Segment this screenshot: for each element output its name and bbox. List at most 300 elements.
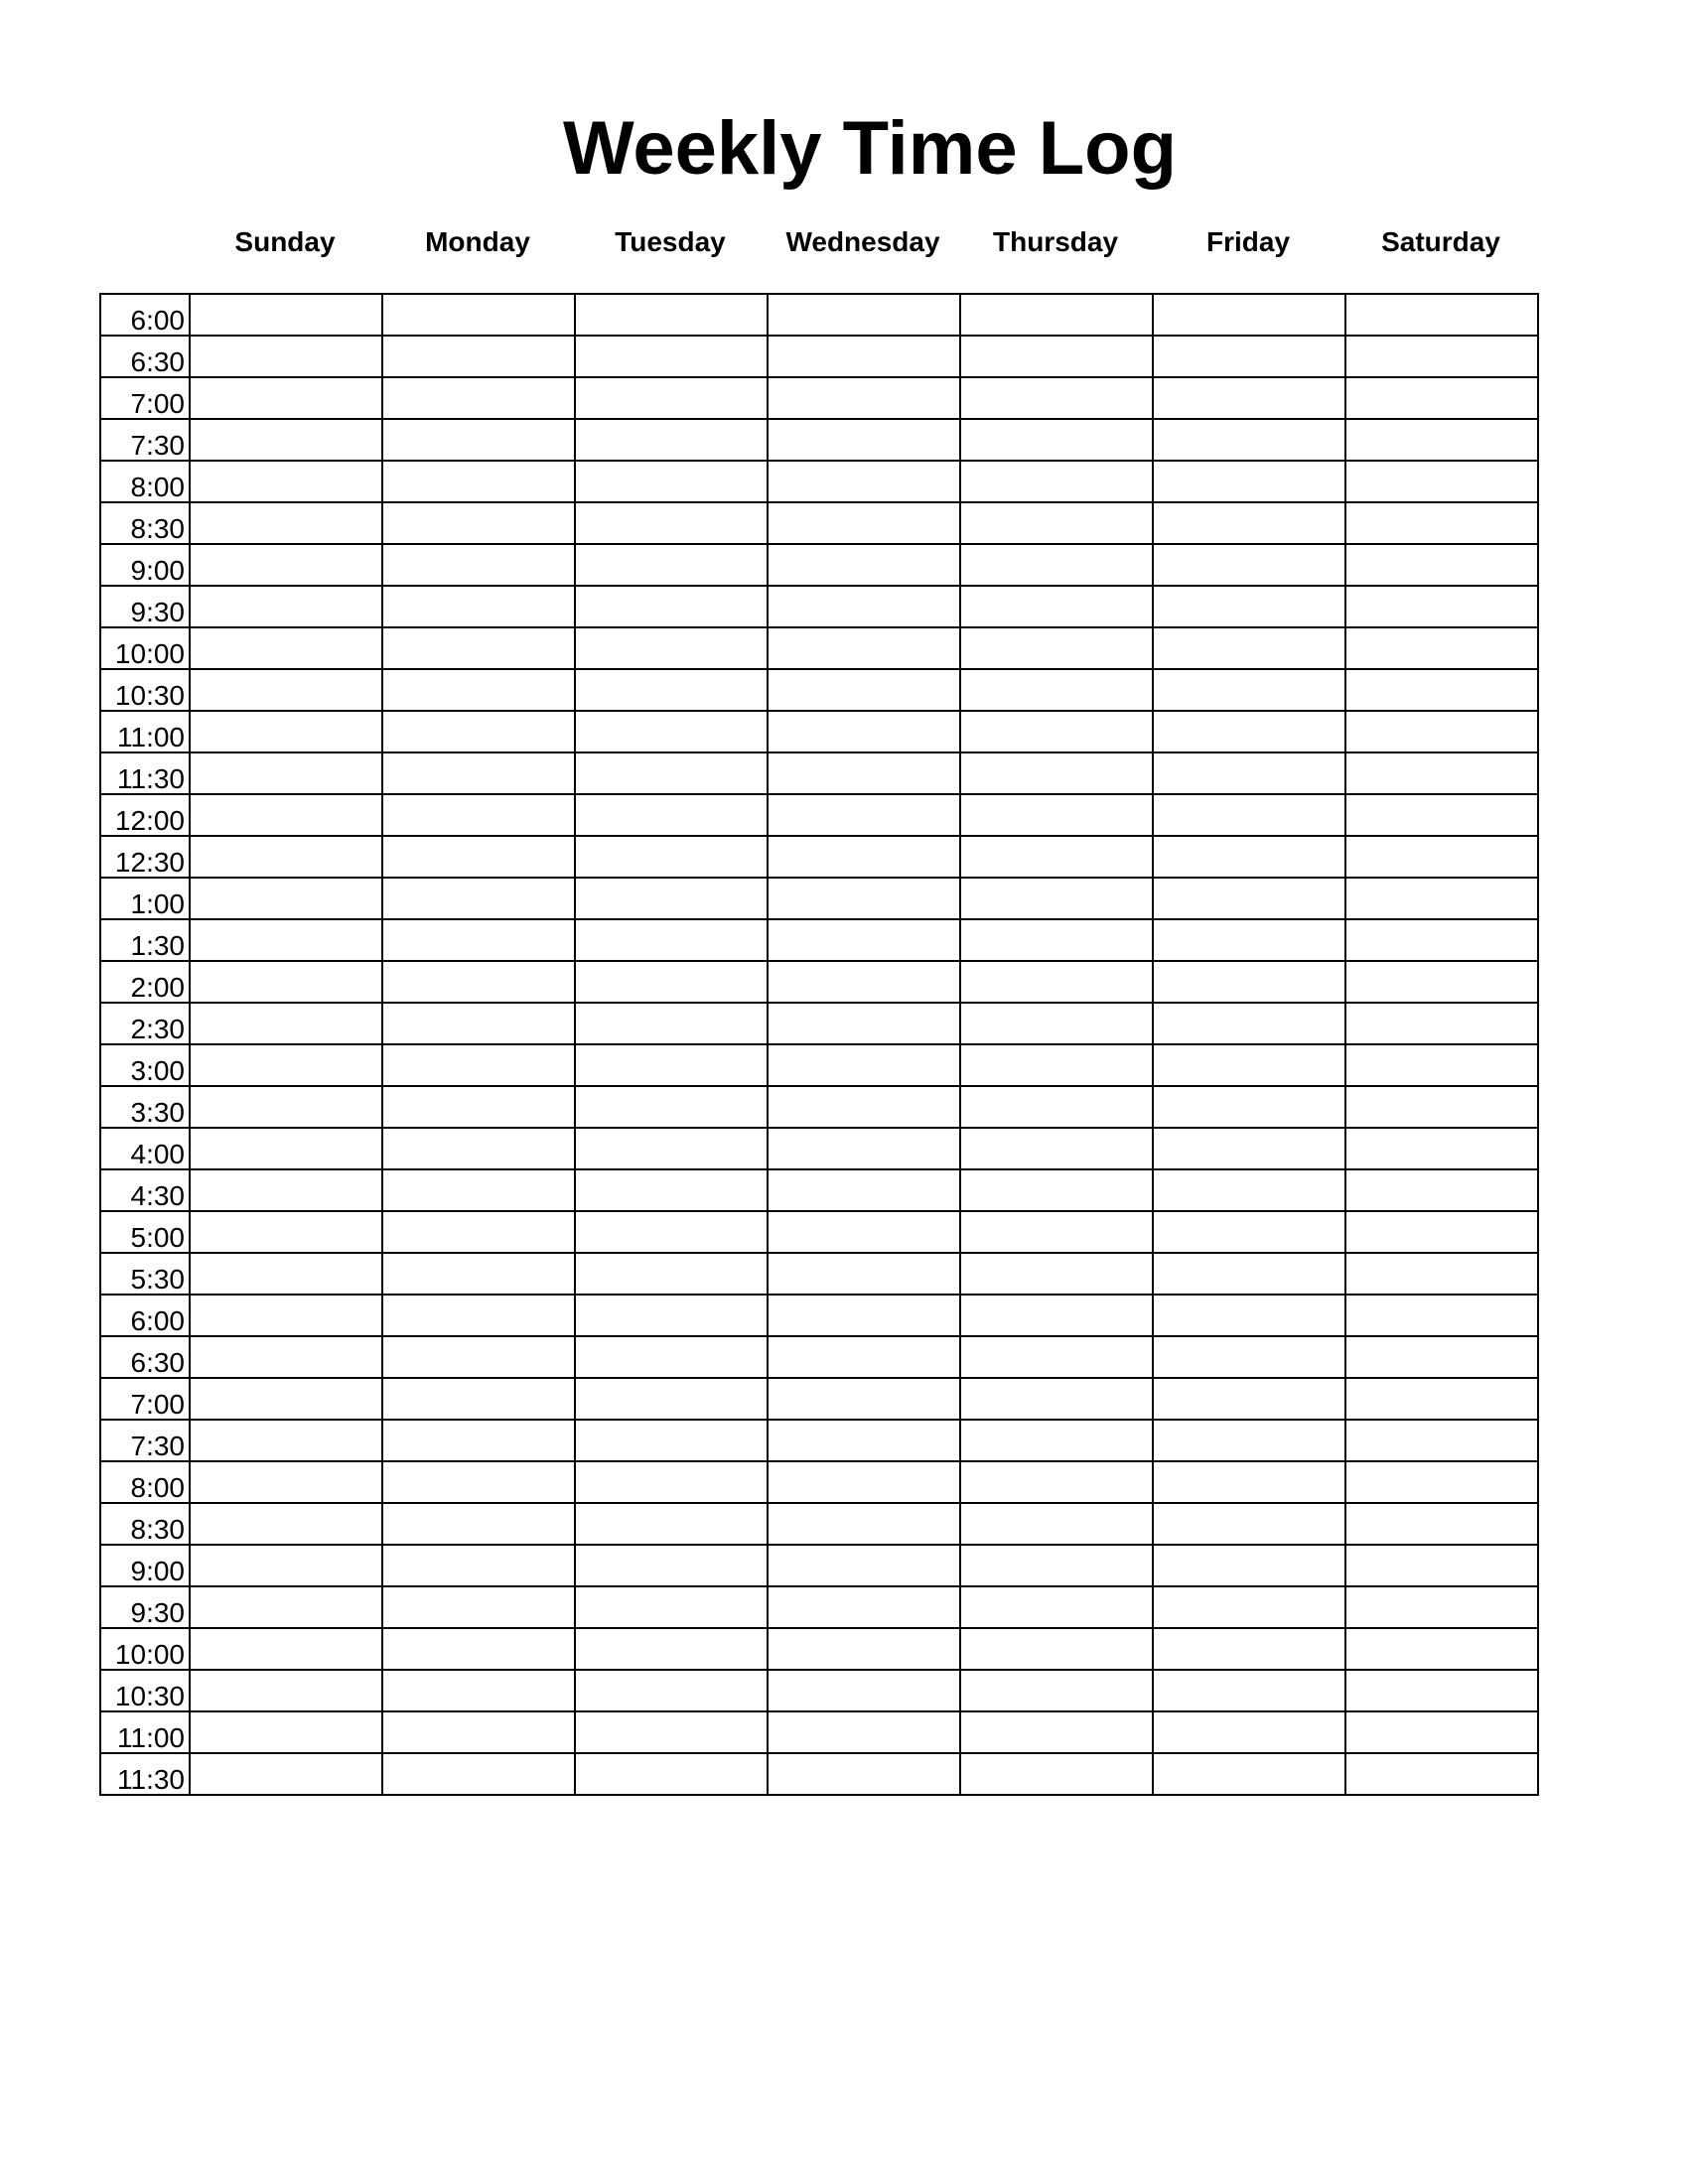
time-slot-thursday[interactable]	[960, 1586, 1153, 1628]
time-slot-tuesday[interactable]	[575, 1169, 768, 1211]
time-slot-wednesday[interactable]	[768, 586, 960, 627]
time-slot-wednesday[interactable]	[768, 794, 960, 836]
time-slot-monday[interactable]	[382, 1711, 575, 1753]
time-slot-monday[interactable]	[382, 711, 575, 752]
time-slot-sunday[interactable]	[190, 961, 382, 1003]
table-row	[100, 794, 1538, 836]
time-slot-friday[interactable]	[1153, 919, 1345, 961]
time-slot-saturday[interactable]	[1345, 669, 1538, 711]
time-slot-tuesday[interactable]	[575, 461, 768, 502]
time-slot-saturday[interactable]	[1345, 1128, 1538, 1169]
time-slot-monday[interactable]	[382, 586, 575, 627]
time-slot-tuesday[interactable]	[575, 1211, 768, 1253]
time-slot-sunday[interactable]	[190, 1378, 382, 1420]
time-slot-sunday[interactable]	[190, 1086, 382, 1128]
time-slot-thursday[interactable]	[960, 1044, 1153, 1086]
time-slot-friday[interactable]	[1153, 711, 1345, 752]
time-slot-sunday[interactable]	[190, 1420, 382, 1461]
time-slot-friday[interactable]	[1153, 1253, 1345, 1295]
day-header-thursday: Thursday	[992, 226, 1119, 257]
time-slot-saturday[interactable]	[1345, 1295, 1538, 1336]
time-label: 7:00	[100, 1378, 190, 1420]
time-slot-monday[interactable]	[382, 461, 575, 502]
time-slot-sunday[interactable]	[190, 1670, 382, 1711]
time-slot-thursday[interactable]	[960, 1169, 1153, 1211]
time-slot-thursday[interactable]	[960, 878, 1153, 919]
time-slot-saturday[interactable]	[1345, 1670, 1538, 1711]
time-slot-monday[interactable]	[382, 1503, 575, 1545]
time-slot-monday[interactable]	[382, 669, 575, 711]
time-slot-tuesday[interactable]	[575, 544, 768, 586]
time-slot-wednesday[interactable]	[768, 1753, 960, 1795]
time-slot-friday[interactable]	[1153, 1169, 1345, 1211]
time-slot-thursday[interactable]	[960, 1670, 1153, 1711]
time-slot-wednesday[interactable]	[768, 627, 960, 669]
time-slot-sunday[interactable]	[190, 1503, 382, 1545]
time-slot-monday[interactable]	[382, 294, 575, 336]
time-slot-monday[interactable]	[382, 377, 575, 419]
time-slot-sunday[interactable]	[190, 669, 382, 711]
time-slot-tuesday[interactable]	[575, 836, 768, 878]
time-label: 7:30	[100, 419, 190, 461]
time-slot-friday[interactable]	[1153, 419, 1345, 461]
time-slot-wednesday[interactable]	[768, 1628, 960, 1670]
time-slot-thursday[interactable]	[960, 1378, 1153, 1420]
time-slot-monday[interactable]	[382, 1753, 575, 1795]
time-slot-friday[interactable]	[1153, 1044, 1345, 1086]
time-slot-wednesday[interactable]	[768, 377, 960, 419]
time-slot-sunday[interactable]	[190, 1128, 382, 1169]
time-slot-tuesday[interactable]	[575, 1253, 768, 1295]
time-slot-tuesday[interactable]	[575, 502, 768, 544]
time-slot-sunday[interactable]	[190, 1295, 382, 1336]
time-slot-monday[interactable]	[382, 336, 575, 377]
time-slot-wednesday[interactable]	[768, 878, 960, 919]
time-label: 4:30	[100, 1169, 190, 1211]
time-slot-friday[interactable]	[1153, 1628, 1345, 1670]
time-slot-thursday[interactable]	[960, 1128, 1153, 1169]
time-slot-tuesday[interactable]	[575, 377, 768, 419]
time-slot-saturday[interactable]	[1345, 1628, 1538, 1670]
table-row	[100, 1086, 1538, 1128]
time-label: 6:30	[100, 1336, 190, 1378]
table-row	[100, 1169, 1538, 1211]
time-slot-wednesday[interactable]	[768, 1586, 960, 1628]
time-slot-wednesday[interactable]	[768, 1211, 960, 1253]
time-slot-monday[interactable]	[382, 1420, 575, 1461]
time-slot-friday[interactable]	[1153, 544, 1345, 586]
time-label: 10:00	[100, 627, 190, 669]
time-label: 1:30	[100, 919, 190, 961]
time-slot-friday[interactable]	[1153, 1128, 1345, 1169]
time-slot-wednesday[interactable]	[768, 961, 960, 1003]
time-slot-saturday[interactable]	[1345, 1253, 1538, 1295]
time-slot-wednesday[interactable]	[768, 711, 960, 752]
time-slot-saturday[interactable]	[1345, 1753, 1538, 1795]
table-row	[100, 544, 1538, 586]
time-slot-friday[interactable]	[1153, 1336, 1345, 1378]
time-slot-tuesday[interactable]	[575, 1711, 768, 1753]
time-slot-monday[interactable]	[382, 419, 575, 461]
time-slot-tuesday[interactable]	[575, 1753, 768, 1795]
time-slot-tuesday[interactable]	[575, 1503, 768, 1545]
time-slot-friday[interactable]	[1153, 961, 1345, 1003]
time-slot-saturday[interactable]	[1345, 794, 1538, 836]
time-slot-wednesday[interactable]	[768, 919, 960, 961]
time-slot-tuesday[interactable]	[575, 961, 768, 1003]
time-slot-sunday[interactable]	[190, 919, 382, 961]
time-slot-monday[interactable]	[382, 1461, 575, 1503]
time-label: 12:00	[100, 794, 190, 836]
time-slot-tuesday[interactable]	[575, 1086, 768, 1128]
time-slot-thursday[interactable]	[960, 544, 1153, 586]
time-slot-saturday[interactable]	[1345, 627, 1538, 669]
time-slot-tuesday[interactable]	[575, 294, 768, 336]
time-slot-friday[interactable]	[1153, 1295, 1345, 1336]
time-slot-sunday[interactable]	[190, 502, 382, 544]
time-slot-saturday[interactable]	[1345, 586, 1538, 627]
time-slot-thursday[interactable]	[960, 919, 1153, 961]
time-slot-sunday[interactable]	[190, 1586, 382, 1628]
time-slot-thursday[interactable]	[960, 1336, 1153, 1378]
time-slot-monday[interactable]	[382, 794, 575, 836]
time-slot-thursday[interactable]	[960, 627, 1153, 669]
time-slot-tuesday[interactable]	[575, 669, 768, 711]
time-slot-sunday[interactable]	[190, 836, 382, 878]
time-slot-tuesday[interactable]	[575, 419, 768, 461]
time-slot-saturday[interactable]	[1345, 294, 1538, 336]
time-slot-thursday[interactable]	[960, 294, 1153, 336]
table-row	[100, 1378, 1538, 1420]
time-slot-thursday[interactable]	[960, 1211, 1153, 1253]
table-row	[100, 1461, 1538, 1503]
time-slot-friday[interactable]	[1153, 1086, 1345, 1128]
time-slot-tuesday[interactable]	[575, 794, 768, 836]
table-row	[100, 1253, 1538, 1295]
time-slot-friday[interactable]	[1153, 1753, 1345, 1795]
time-slot-monday[interactable]	[382, 1044, 575, 1086]
table-row	[100, 461, 1538, 502]
time-slot-tuesday[interactable]	[575, 1545, 768, 1586]
time-slot-wednesday[interactable]	[768, 1295, 960, 1336]
time-slot-saturday[interactable]	[1345, 1044, 1538, 1086]
time-slot-monday[interactable]	[382, 1586, 575, 1628]
time-slot-monday[interactable]	[382, 1628, 575, 1670]
time-label: 2:30	[100, 1003, 190, 1044]
time-slot-tuesday[interactable]	[575, 1295, 768, 1336]
time-slot-friday[interactable]	[1153, 878, 1345, 919]
time-slot-tuesday[interactable]	[575, 1586, 768, 1628]
time-label: 11:00	[100, 1711, 190, 1753]
time-slot-wednesday[interactable]	[768, 461, 960, 502]
time-label: 8:00	[100, 461, 190, 502]
time-slot-tuesday[interactable]	[575, 1461, 768, 1503]
time-label: 8:00	[100, 1461, 190, 1503]
time-label: 9:30	[100, 1586, 190, 1628]
time-slot-wednesday[interactable]	[768, 1711, 960, 1753]
time-slot-saturday[interactable]	[1345, 1336, 1538, 1378]
time-label: 10:30	[100, 669, 190, 711]
time-slot-tuesday[interactable]	[575, 1670, 768, 1711]
time-slot-monday[interactable]	[382, 627, 575, 669]
time-label: 11:30	[100, 1753, 190, 1795]
table-row	[100, 919, 1538, 961]
time-slot-sunday[interactable]	[190, 377, 382, 419]
time-slot-monday[interactable]	[382, 1211, 575, 1253]
time-slot-saturday[interactable]	[1345, 544, 1538, 586]
time-slot-sunday[interactable]	[190, 794, 382, 836]
time-slot-monday[interactable]	[382, 1336, 575, 1378]
time-slot-sunday[interactable]	[190, 1628, 382, 1670]
time-slot-friday[interactable]	[1153, 1378, 1345, 1420]
time-slot-wednesday[interactable]	[768, 836, 960, 878]
time-slot-thursday[interactable]	[960, 502, 1153, 544]
table-row	[100, 377, 1538, 419]
time-label: 4:00	[100, 1128, 190, 1169]
time-slot-wednesday[interactable]	[768, 1503, 960, 1545]
time-slot-sunday[interactable]	[190, 294, 382, 336]
page-title: Weekly Time Log	[562, 106, 1178, 191]
time-slot-saturday[interactable]	[1345, 502, 1538, 544]
time-slot-sunday[interactable]	[190, 711, 382, 752]
table-row	[100, 752, 1538, 794]
time-slot-thursday[interactable]	[960, 836, 1153, 878]
time-slot-sunday[interactable]	[190, 586, 382, 627]
time-slot-saturday[interactable]	[1345, 711, 1538, 752]
time-slot-wednesday[interactable]	[768, 419, 960, 461]
time-slot-sunday[interactable]	[190, 1753, 382, 1795]
time-slot-thursday[interactable]	[960, 794, 1153, 836]
time-slot-wednesday[interactable]	[768, 294, 960, 336]
time-slot-thursday[interactable]	[960, 1420, 1153, 1461]
time-slot-thursday[interactable]	[960, 1545, 1153, 1586]
time-slot-saturday[interactable]	[1345, 1211, 1538, 1253]
table-row	[100, 1128, 1538, 1169]
time-slot-saturday[interactable]	[1345, 1545, 1538, 1586]
time-slot-saturday[interactable]	[1345, 1461, 1538, 1503]
table-row	[100, 1044, 1538, 1086]
time-label: 8:30	[100, 502, 190, 544]
table-row	[100, 1586, 1538, 1628]
time-slot-thursday[interactable]	[960, 1461, 1153, 1503]
table-row	[100, 961, 1538, 1003]
time-slot-friday[interactable]	[1153, 1711, 1345, 1753]
time-slot-saturday[interactable]	[1345, 1003, 1538, 1044]
time-slot-friday[interactable]	[1153, 502, 1345, 544]
time-slot-wednesday[interactable]	[768, 1336, 960, 1378]
time-slot-saturday[interactable]	[1345, 461, 1538, 502]
time-slot-sunday[interactable]	[190, 1211, 382, 1253]
time-slot-tuesday[interactable]	[575, 878, 768, 919]
time-slot-saturday[interactable]	[1345, 1503, 1538, 1545]
time-slot-sunday[interactable]	[190, 336, 382, 377]
time-slot-saturday[interactable]	[1345, 336, 1538, 377]
time-slot-tuesday[interactable]	[575, 1044, 768, 1086]
time-slot-tuesday[interactable]	[575, 1378, 768, 1420]
time-slot-saturday[interactable]	[1345, 419, 1538, 461]
time-slot-monday[interactable]	[382, 1295, 575, 1336]
time-slot-saturday[interactable]	[1345, 1169, 1538, 1211]
time-slot-friday[interactable]	[1153, 1003, 1345, 1044]
time-label: 9:00	[100, 544, 190, 586]
time-slot-monday[interactable]	[382, 1086, 575, 1128]
time-slot-friday[interactable]	[1153, 794, 1345, 836]
time-slot-wednesday[interactable]	[768, 336, 960, 377]
time-slot-tuesday[interactable]	[575, 752, 768, 794]
table-row	[100, 336, 1538, 377]
time-label: 9:00	[100, 1545, 190, 1586]
time-slot-saturday[interactable]	[1345, 1586, 1538, 1628]
time-slot-monday[interactable]	[382, 544, 575, 586]
time-slot-tuesday[interactable]	[575, 336, 768, 377]
time-slot-saturday[interactable]	[1345, 1378, 1538, 1420]
time-slot-friday[interactable]	[1153, 627, 1345, 669]
time-slot-wednesday[interactable]	[768, 1128, 960, 1169]
table-row	[100, 502, 1538, 544]
time-slot-wednesday[interactable]	[768, 1378, 960, 1420]
time-slot-wednesday[interactable]	[768, 544, 960, 586]
time-slot-friday[interactable]	[1153, 752, 1345, 794]
time-slot-friday[interactable]	[1153, 1586, 1345, 1628]
time-slot-saturday[interactable]	[1345, 878, 1538, 919]
time-slot-wednesday[interactable]	[768, 1253, 960, 1295]
time-label: 2:00	[100, 961, 190, 1003]
time-slot-wednesday[interactable]	[768, 669, 960, 711]
time-slot-friday[interactable]	[1153, 1503, 1345, 1545]
time-slot-sunday[interactable]	[190, 461, 382, 502]
time-slot-wednesday[interactable]	[768, 1044, 960, 1086]
time-slot-thursday[interactable]	[960, 1086, 1153, 1128]
time-slot-monday[interactable]	[382, 752, 575, 794]
time-slot-thursday[interactable]	[960, 419, 1153, 461]
time-slot-thursday[interactable]	[960, 1753, 1153, 1795]
time-slot-sunday[interactable]	[190, 419, 382, 461]
time-slot-thursday[interactable]	[960, 1628, 1153, 1670]
time-label: 6:00	[100, 294, 190, 336]
time-slot-tuesday[interactable]	[575, 1628, 768, 1670]
time-slot-thursday[interactable]	[960, 377, 1153, 419]
table-row	[100, 1420, 1538, 1461]
time-slot-wednesday[interactable]	[768, 1003, 960, 1044]
time-slot-friday[interactable]	[1153, 1420, 1345, 1461]
time-slot-sunday[interactable]	[190, 1545, 382, 1586]
time-slot-saturday[interactable]	[1345, 752, 1538, 794]
time-slot-friday[interactable]	[1153, 1461, 1345, 1503]
time-slot-wednesday[interactable]	[768, 1545, 960, 1586]
time-slot-wednesday[interactable]	[768, 1670, 960, 1711]
time-slot-sunday[interactable]	[190, 1044, 382, 1086]
time-slot-thursday[interactable]	[960, 461, 1153, 502]
time-slot-sunday[interactable]	[190, 627, 382, 669]
time-slot-tuesday[interactable]	[575, 1003, 768, 1044]
time-slot-tuesday[interactable]	[575, 627, 768, 669]
time-slot-monday[interactable]	[382, 1670, 575, 1711]
time-slot-thursday[interactable]	[960, 1253, 1153, 1295]
time-slot-sunday[interactable]	[190, 752, 382, 794]
time-slot-monday[interactable]	[382, 1253, 575, 1295]
time-slot-friday[interactable]	[1153, 461, 1345, 502]
time-slot-thursday[interactable]	[960, 1711, 1153, 1753]
time-slot-friday[interactable]	[1153, 1545, 1345, 1586]
time-slot-thursday[interactable]	[960, 1003, 1153, 1044]
table-row	[100, 627, 1538, 669]
time-slot-saturday[interactable]	[1345, 1420, 1538, 1461]
time-slot-sunday[interactable]	[190, 878, 382, 919]
time-slot-tuesday[interactable]	[575, 1128, 768, 1169]
time-slot-tuesday[interactable]	[575, 711, 768, 752]
time-slot-monday[interactable]	[382, 1128, 575, 1169]
time-slot-monday[interactable]	[382, 961, 575, 1003]
time-slot-wednesday[interactable]	[768, 1461, 960, 1503]
time-slot-thursday[interactable]	[960, 752, 1153, 794]
time-slot-monday[interactable]	[382, 1378, 575, 1420]
time-slot-tuesday[interactable]	[575, 1420, 768, 1461]
time-slot-wednesday[interactable]	[768, 502, 960, 544]
time-slot-sunday[interactable]	[190, 1003, 382, 1044]
table-row	[100, 1003, 1538, 1044]
time-slot-thursday[interactable]	[960, 669, 1153, 711]
time-slot-friday[interactable]	[1153, 294, 1345, 336]
time-slot-friday[interactable]	[1153, 336, 1345, 377]
time-slot-monday[interactable]	[382, 1169, 575, 1211]
time-label: 1:00	[100, 878, 190, 919]
time-slot-saturday[interactable]	[1345, 836, 1538, 878]
time-slot-wednesday[interactable]	[768, 752, 960, 794]
time-slot-monday[interactable]	[382, 836, 575, 878]
time-slot-thursday[interactable]	[960, 961, 1153, 1003]
time-label: 11:00	[100, 711, 190, 752]
time-slot-wednesday[interactable]	[768, 1086, 960, 1128]
time-slot-friday[interactable]	[1153, 1211, 1345, 1253]
time-log-grid	[99, 293, 1539, 1796]
time-label: 7:30	[100, 1420, 190, 1461]
time-slot-monday[interactable]	[382, 502, 575, 544]
time-slot-monday[interactable]	[382, 1545, 575, 1586]
time-slot-friday[interactable]	[1153, 1670, 1345, 1711]
time-slot-friday[interactable]	[1153, 377, 1345, 419]
time-slot-monday[interactable]	[382, 919, 575, 961]
time-slot-tuesday[interactable]	[575, 1336, 768, 1378]
time-slot-monday[interactable]	[382, 1003, 575, 1044]
time-slot-thursday[interactable]	[960, 711, 1153, 752]
time-slot-tuesday[interactable]	[575, 586, 768, 627]
time-slot-wednesday[interactable]	[768, 1420, 960, 1461]
time-slot-saturday[interactable]	[1345, 919, 1538, 961]
time-slot-sunday[interactable]	[190, 544, 382, 586]
time-slot-saturday[interactable]	[1345, 1086, 1538, 1128]
time-slot-sunday[interactable]	[190, 1336, 382, 1378]
time-slot-sunday[interactable]	[190, 1169, 382, 1211]
time-slot-saturday[interactable]	[1345, 377, 1538, 419]
time-slot-thursday[interactable]	[960, 1503, 1153, 1545]
time-slot-thursday[interactable]	[960, 336, 1153, 377]
time-slot-friday[interactable]	[1153, 669, 1345, 711]
time-slot-sunday[interactable]	[190, 1253, 382, 1295]
time-slot-tuesday[interactable]	[575, 919, 768, 961]
time-label: 3:30	[100, 1086, 190, 1128]
time-slot-sunday[interactable]	[190, 1711, 382, 1753]
time-slot-thursday[interactable]	[960, 1295, 1153, 1336]
time-slot-thursday[interactable]	[960, 586, 1153, 627]
time-label: 6:00	[100, 1295, 190, 1336]
time-slot-friday[interactable]	[1153, 586, 1345, 627]
time-slot-sunday[interactable]	[190, 1461, 382, 1503]
time-slot-wednesday[interactable]	[768, 1169, 960, 1211]
time-slot-friday[interactable]	[1153, 836, 1345, 878]
time-slot-saturday[interactable]	[1345, 1711, 1538, 1753]
time-slot-monday[interactable]	[382, 878, 575, 919]
time-slot-saturday[interactable]	[1345, 961, 1538, 1003]
